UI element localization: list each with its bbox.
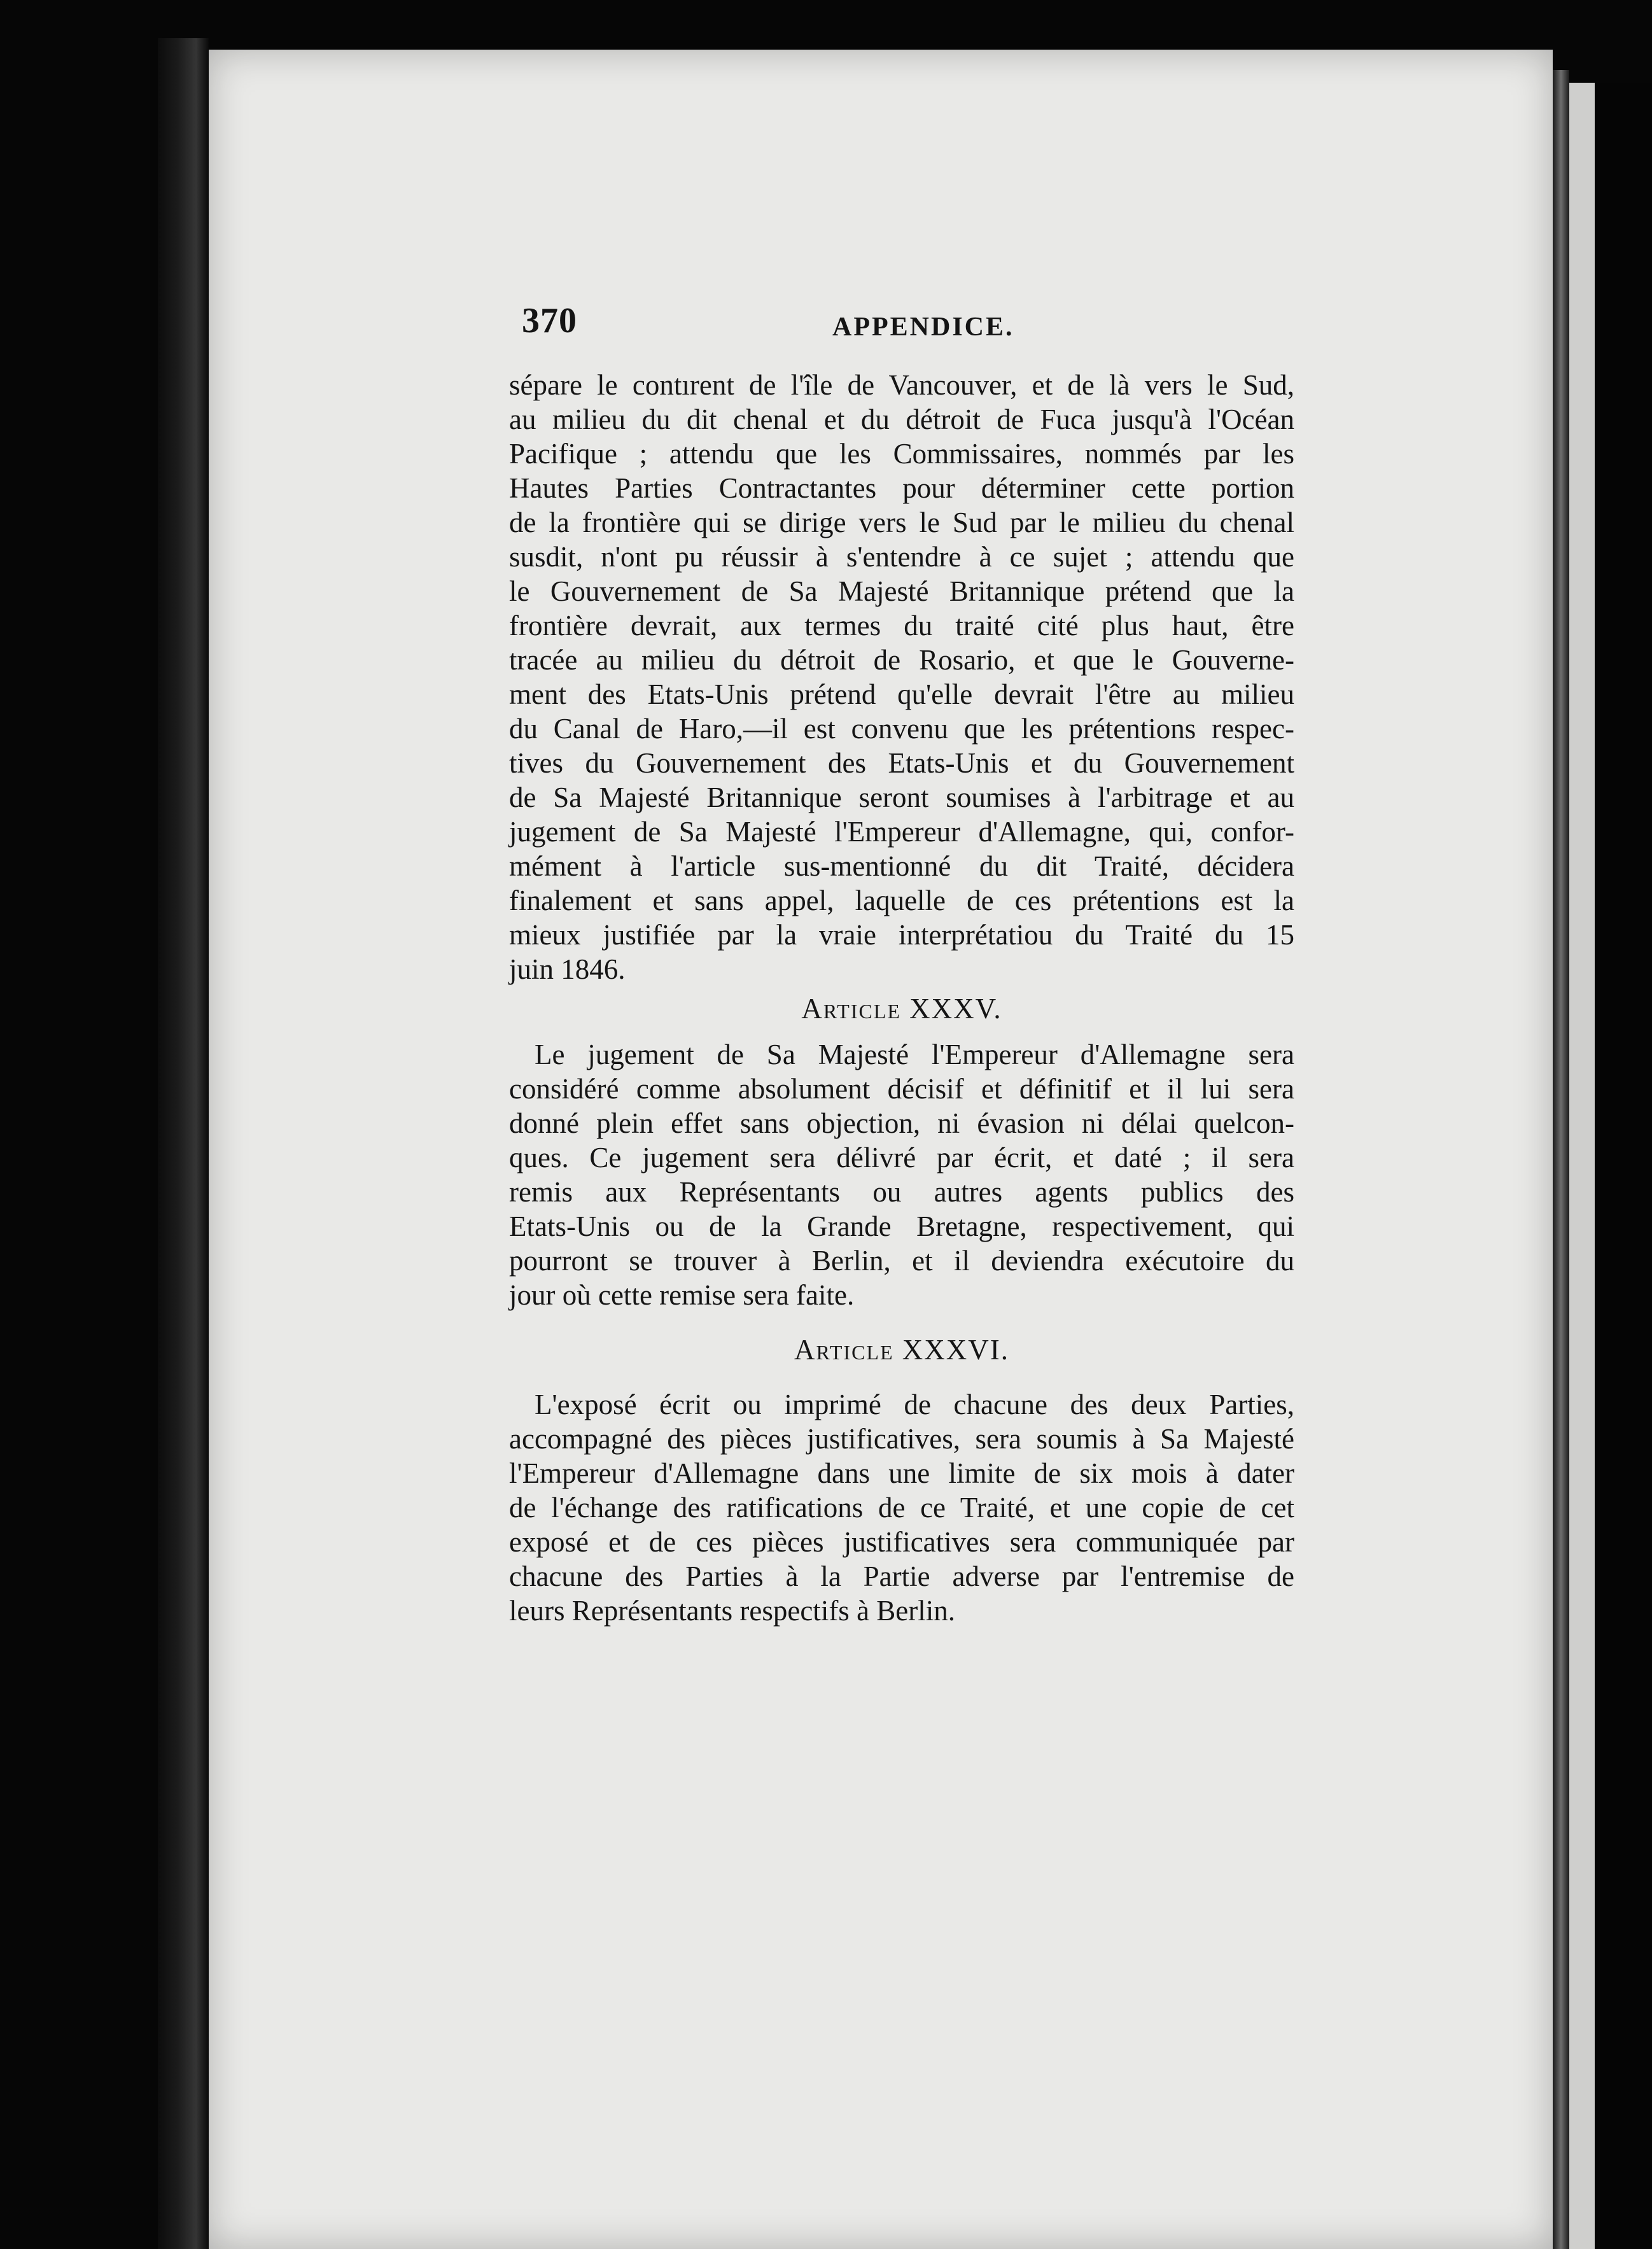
text-line: de la frontière qui se dirige vers le Sud par le milieu du chenal (509, 507, 1294, 538)
text-line: ment des Etats-Unis prétend qu'elle devrait l'être au milieu (509, 678, 1294, 710)
text-line: juin 1846. (509, 953, 626, 985)
facing-page-strip (1569, 83, 1595, 2249)
text-line: sépare le contırent de l'île de Vancouver, et de là vers le Sud, (509, 369, 1294, 401)
text-line: Le jugement de Sa Majesté l'Empereur d'Allemagne sera (535, 1039, 1294, 1070)
text-line: mément à l'article sus-mentionné du dit Traité, décidera (509, 850, 1294, 882)
text-line: susdit, n'ont pu réussir à s'entendre à ce sujet ; attendu que (509, 541, 1294, 573)
article-xxxv-paragraph (509, 1037, 1294, 1312)
running-head: APPENDICE. (832, 312, 1014, 342)
text-line: le Gouvernement de Sa Majesté Britannique prétend que la (509, 575, 1294, 607)
paragraph-continuation (509, 368, 1294, 986)
text-line: finalement et sans appel, laquelle de ces prétentions est la (509, 885, 1294, 916)
text-line: pourront se trouver à Berlin, et il deviendra exécutoire du (509, 1245, 1294, 1277)
text-line: exposé et de ces pièces justificatives sera communiquée par (509, 1526, 1294, 1558)
article-heading: Article XXXVI. (794, 1334, 1010, 1366)
body-text (509, 368, 1294, 1628)
text-line: du Canal de Haro,—il est convenu que les prétentions respec- (509, 713, 1294, 745)
text-line: Pacifique ; attendu que les Commissaires, nommés par les (509, 438, 1294, 470)
book-spine (158, 38, 209, 2249)
text-line: tives du Gouvernement des Etats-Unis et du Gouvernement (509, 747, 1294, 779)
page-header (522, 300, 1349, 351)
text-line: mieux justifiée par la vraie interprétatiou du Traité du 15 (509, 919, 1294, 951)
text-line: de l'échange des ratifications de ce Traité, et une copie de cet (509, 1492, 1294, 1524)
text-line: accompagné des pièces justificatives, sera soumis à Sa Majesté (509, 1423, 1294, 1455)
text-line: jour où cette remise sera faite. (509, 1279, 855, 1311)
text-line: chacune des Parties à la Partie adverse par l'entremise de (509, 1560, 1294, 1592)
text-line: l'Empereur d'Allemagne dans une limite de six mois à dater (509, 1457, 1294, 1489)
text-line: jugement de Sa Majesté l'Empereur d'Allemagne, qui, confor- (509, 816, 1294, 848)
text-line: tracée au milieu du détroit de Rosario, et que le Gouverne- (509, 644, 1294, 676)
text-line: donné plein effet sans objection, ni évasion ni délai quelcon- (509, 1107, 1294, 1139)
text-line: de Sa Majesté Britannique seront soumises à l'arbitrage et au (509, 781, 1294, 813)
article-heading: Article XXXV. (801, 993, 1002, 1025)
text-line: Hautes Parties Contractantes pour déterminer cette portion (509, 472, 1294, 504)
text-line: remis aux Représentants ou autres agents publics des (509, 1176, 1294, 1208)
text-line: leurs Représentants respectifs à Berlin. (509, 1595, 956, 1627)
text-line: Etats-Unis ou de la Grande Bretagne, respectivement, qui (509, 1210, 1294, 1242)
text-line: ques. Ce jugement sera délivré par écrit, et daté ; il sera (509, 1142, 1294, 1174)
text-line: L'exposé écrit ou imprimé de chacune des deux Parties, (535, 1389, 1294, 1420)
scan-margin-right (1595, 83, 1652, 2249)
text-line: frontière devrait, aux termes du traité cité plus haut, être (509, 610, 1294, 641)
right-page-edge (1553, 70, 1569, 2249)
text-line: considéré comme absolument décisif et définitif et il lui sera (509, 1073, 1294, 1105)
page-number: 370 (522, 301, 577, 340)
article-xxxvi-paragraph (509, 1387, 1294, 1628)
text-line: au milieu du dit chenal et du détroit de Fuca jusqu'à l'Océan (509, 403, 1294, 435)
